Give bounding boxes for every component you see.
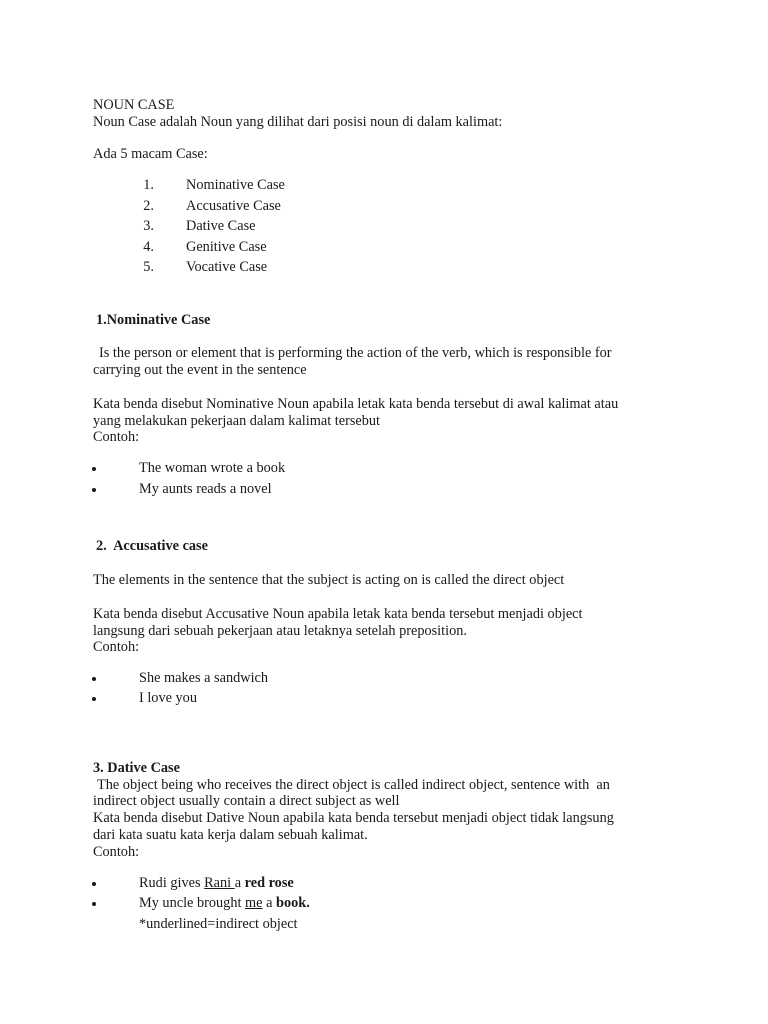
case-count-text: Ada 5 macam Case:	[93, 146, 208, 162]
definition-text: The object being who receives the direct object is called indirect object, sentence with an	[97, 777, 610, 793]
definition-text: carrying out the event in the sentence	[93, 362, 307, 378]
list-item: My uncle brought me a book.	[0, 895, 768, 912]
list-item: The woman wrote a book	[0, 460, 768, 477]
bullet-icon	[92, 882, 96, 886]
list-number: 2.	[143, 198, 154, 214]
section-heading: 2. Accusative case	[96, 538, 208, 554]
description-text: Kata benda disebut Dative Noun apabila kata benda tersebut menjadi object tidak langsung	[93, 810, 614, 826]
list-label: Nominative Case	[186, 177, 285, 193]
case-list-item	[0, 218, 768, 235]
section-heading: 3. Dative Case	[93, 760, 180, 776]
example-label: Contoh:	[93, 639, 140, 655]
list-label: Genitive Case	[186, 239, 267, 255]
section-heading: 1.Nominative Case	[96, 312, 211, 328]
bullet-icon	[92, 467, 96, 471]
list-item: I love you	[0, 690, 768, 707]
definition-text: Is the person or element that is performing the action of the verb, which is responsible for	[99, 345, 612, 361]
bullet-icon	[92, 677, 96, 681]
list-label: Accusative Case	[186, 198, 281, 214]
note-text: *underlined=indirect object	[139, 916, 298, 932]
list-item: Rudi gives Rani a red rose	[0, 875, 768, 892]
description-text: langsung dari sebuah pekerjaan atau letaknya setelah preposition.	[93, 623, 467, 639]
description-text: yang melakukan pekerjaan dalam kalimat tersebut	[93, 413, 381, 429]
bullet-icon	[92, 488, 96, 492]
list-item: She makes a sandwich	[0, 670, 768, 687]
bullet-icon	[92, 697, 96, 701]
list-item: My aunts reads a novel	[0, 481, 768, 498]
definition-text: The elements in the sentence that the subject is acting on is called the direct object	[93, 572, 565, 588]
case-list-item	[0, 198, 768, 215]
list-number: 1.	[143, 177, 154, 193]
list-label: Vocative Case	[186, 259, 268, 275]
indirect-object: me	[245, 895, 263, 911]
list-number: 3.	[143, 218, 154, 234]
definition-text: indirect object usually contain a direct subject as well	[93, 793, 400, 809]
bullet-icon	[92, 902, 96, 906]
intro-text: Noun Case adalah Noun yang dilihat dari posisi noun di dalam kalimat:	[93, 114, 503, 130]
document-title: NOUN CASE	[93, 97, 175, 113]
indirect-object: Rani	[204, 875, 235, 891]
description-text: dari kata suatu kata kerja dalam sebuah kalimat.	[93, 827, 368, 843]
description-text: Kata benda disebut Accusative Noun apabila letak kata benda tersebut menjadi object	[93, 606, 583, 622]
list-label: Dative Case	[186, 218, 256, 234]
case-list-item	[0, 239, 768, 256]
case-list-item	[0, 259, 768, 276]
list-number: 4.	[143, 239, 154, 255]
example-label: Contoh:	[93, 429, 140, 445]
case-list-item	[0, 177, 768, 194]
list-number: 5.	[143, 259, 154, 275]
example-label: Contoh:	[93, 844, 140, 860]
description-text: Kata benda disebut Nominative Noun apabila letak kata benda tersebut di awal kalimat atau	[93, 396, 619, 412]
